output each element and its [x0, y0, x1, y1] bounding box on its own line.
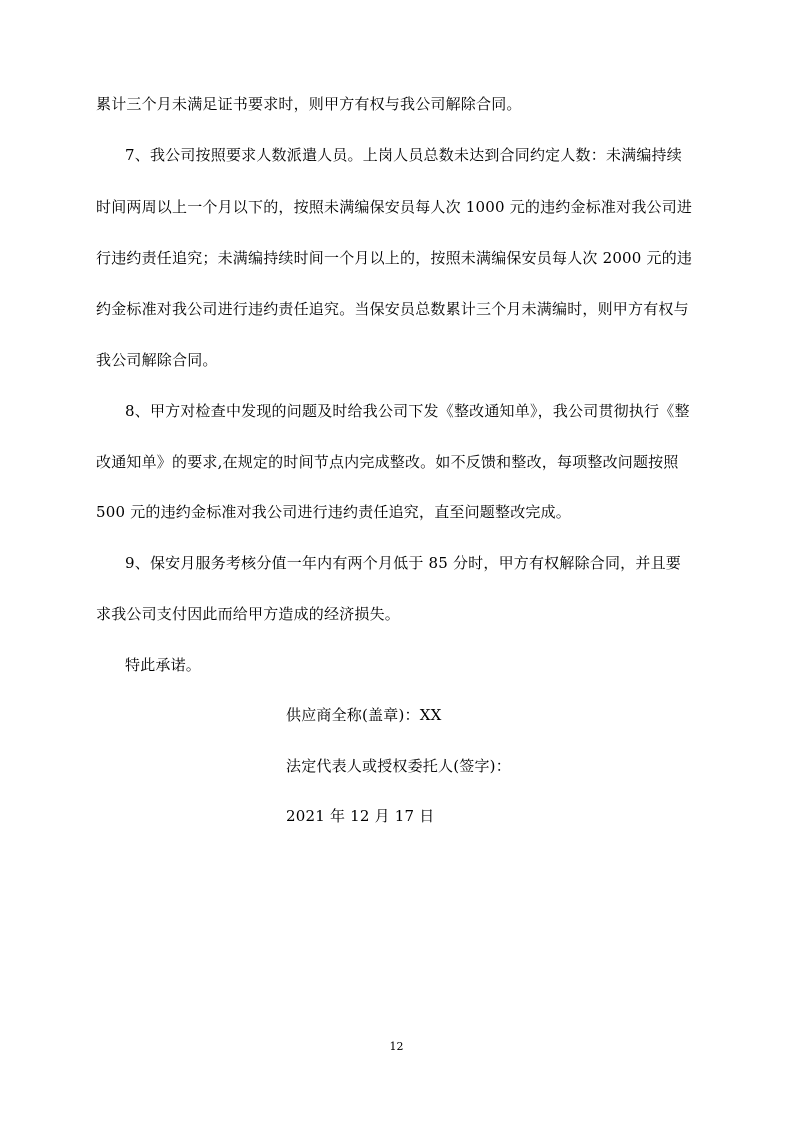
closing-statement: 特此承诺。 [125, 656, 202, 674]
paragraph-8-line-1: 8、甲方对检查中发现的问题及时给我公司下发《整改通知单》，我公司贯彻执行《整 [125, 402, 690, 420]
paragraph-9-line-1: 9、保安月服务考核分值一年内有两个月低于 85 分时，甲方有权解除合同，并且要 [125, 554, 681, 572]
paragraph-6-line-1: 累计三个月未满足证书要求时，则甲方有权与我公司解除合同。 [96, 95, 522, 113]
signature-date: 2021 年 12 月 17 日 [286, 807, 435, 825]
paragraph-7-line-3: 行违约责任追究；未满编持续时间一个月以上的，按照未满编保安员每人次 2000 元的违 [96, 249, 693, 267]
paragraph-9-line-2: 求我公司支付因此而给甲方造成的经济损失。 [96, 605, 401, 623]
supplier-name-seal: 供应商全称(盖章)：XX [286, 706, 442, 724]
paragraph-7-line-4: 约金标准对我公司进行违约责任追究。当保安员总数累计三个月未满编时，则甲方有权与 [96, 300, 689, 318]
paragraph-7-line-1: 7、我公司按照要求人数派遣人员。上岗人员总数未达到合同约定人数：未满编持续 [125, 146, 682, 164]
legal-representative-signature: 法定代表人或授权委托人(签字)： [286, 757, 511, 775]
paragraph-7-line-5: 我公司解除合同。 [96, 351, 218, 369]
paragraph-8-line-2: 改通知单》的要求,在规定的时间节点内完成整改。如不反馈和整改，每项整改问题按照 [96, 453, 679, 471]
page-number: 12 [389, 1040, 404, 1053]
paragraph-7-line-2: 时间两周以上一个月以下的，按照未满编保安员每人次 1000 元的违约金标准对我公司进 [96, 198, 693, 216]
paragraph-8-line-3: 500 元的违约金标准对我公司进行违约责任追究，直至问题整改完成。 [96, 503, 572, 521]
